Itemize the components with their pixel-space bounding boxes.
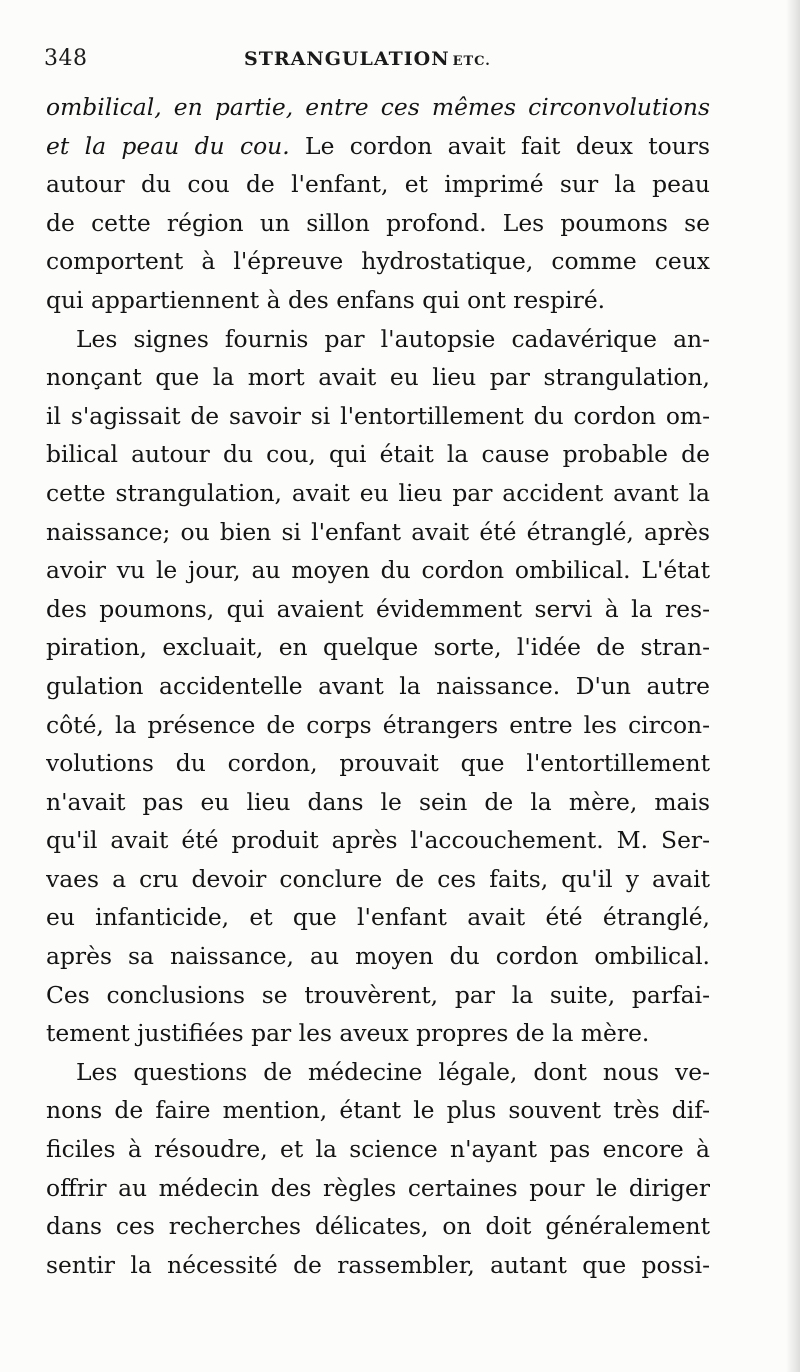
text-line: vaes a cru devoir conclure de ces faits, qu'il y avait xyxy=(46,864,710,893)
italic-segment: et la peau du cou. xyxy=(46,131,290,160)
text-line: autour du cou de l'enfant, et imprimé sur la peau xyxy=(46,170,710,199)
text-segment: Le cordon avait fait deux tours xyxy=(289,131,710,160)
text-line: Ces conclusions se trouvèrent, par la suite, parfai- xyxy=(46,980,710,1009)
text-line: comportent à l'épreuve hydrostatique, comme ceux xyxy=(46,247,710,276)
text-line: Les signes fournis par l'autopsie cadavérique an- xyxy=(76,324,710,353)
text-line: piration, excluait, en quelque sorte, l'idée de stran- xyxy=(46,633,710,662)
page-number: 348 xyxy=(44,46,88,71)
page-edge-shadow xyxy=(786,0,800,1372)
text-line: Les questions de médecine légale, dont nous ve- xyxy=(76,1057,710,1086)
body-text xyxy=(46,88,710,1284)
text-line: qui appartiennent à des enfans qui ont respiré. xyxy=(46,285,606,314)
text-line: qu'il avait été produit après l'accouchement. M. Ser- xyxy=(46,826,710,855)
text-line: ficiles à résoudre, et la science n'ayant pas encore à xyxy=(46,1135,710,1164)
text-line: n'avait pas eu lieu dans le sein de la mère, mais xyxy=(46,787,710,816)
text-line: offrir au médecin des règles certaines pour le diriger xyxy=(46,1173,710,1202)
text-line: de cette région un sillon profond. Les poumons se xyxy=(46,208,710,237)
text-line: tement justifiées par les aveux propres de la mère. xyxy=(46,1019,650,1048)
text-line: sentir la nécessité de rassembler, autant que possi- xyxy=(46,1250,710,1279)
page-header xyxy=(44,46,744,76)
text-line: ombilical, en partie, entre ces mêmes circonvolutions xyxy=(46,93,710,121)
text-line: cette strangulation, avait eu lieu par accident avant la xyxy=(46,478,710,507)
text-line: après sa naissance, au moyen du cordon ombilical. xyxy=(46,942,710,971)
text-line: bilical autour du cou, qui était la cause probable de xyxy=(46,440,710,469)
text-line: côté, la présence de corps étrangers entre les circon- xyxy=(46,710,710,739)
text-line: gulation accidentelle avant la naissance. D'un autre xyxy=(46,671,710,700)
running-head-title: STRANGULATION xyxy=(244,48,450,70)
text-line: nonçant que la mort avait eu lieu par strangulation, xyxy=(46,363,710,392)
text-line xyxy=(46,127,710,166)
text-line: dans ces recherches délicates, on doit généralement xyxy=(46,1212,710,1241)
running-head-suffix: ETC. xyxy=(452,54,491,69)
text-line: avoir vu le jour, au moyen du cordon ombilical. L'état xyxy=(46,556,710,585)
text-line: il s'agissait de savoir si l'entortillement du cordon om- xyxy=(46,401,710,430)
text-line: des poumons, qui avaient évidemment servi à la res- xyxy=(46,594,710,623)
text-line: eu infanticide, et que l'enfant avait été étranglé, xyxy=(46,903,710,932)
text-line: nons de faire mention, étant le plus souvent très dif- xyxy=(46,1096,710,1125)
text-line: volutions du cordon, prouvait que l'entortillement xyxy=(46,749,710,778)
running-head xyxy=(244,48,491,70)
text-line: naissance; ou bien si l'enfant avait été étranglé, après xyxy=(46,517,710,546)
